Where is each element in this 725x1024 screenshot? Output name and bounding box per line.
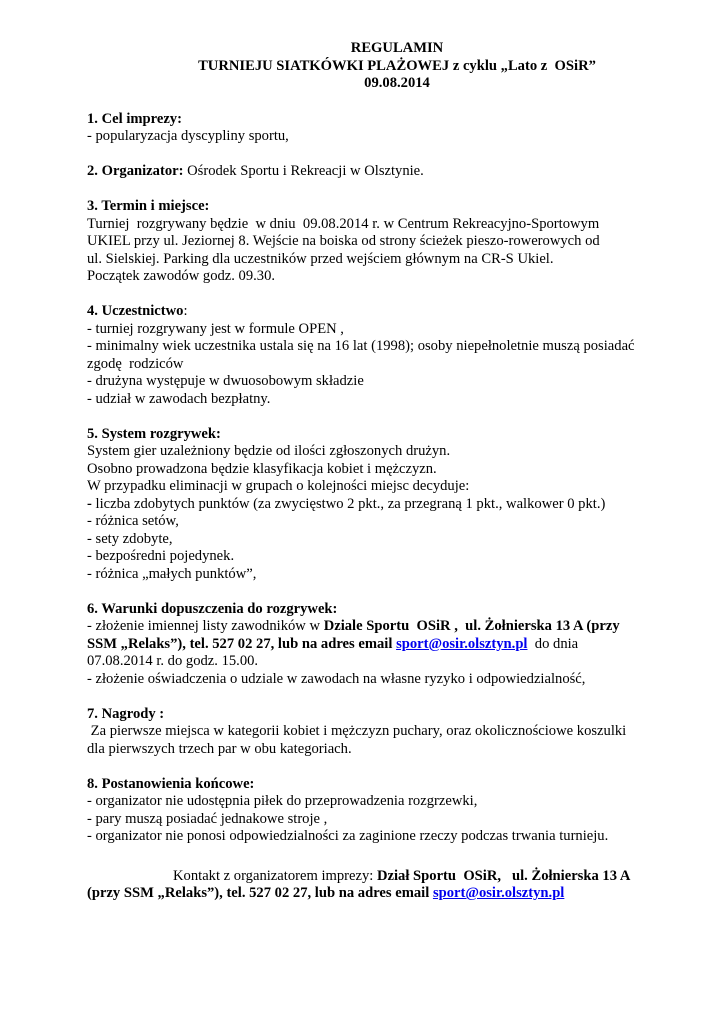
- text-line: - drużyna występuje w dwuosobowym składzie: [87, 373, 364, 389]
- text-line: - bezpośredni pojedynek.: [87, 548, 235, 564]
- section-uczestnictwo: [87, 303, 707, 408]
- section-title: 4. Uczestnictwo: [87, 303, 184, 319]
- section-warunki: [87, 601, 707, 689]
- text-bold: SSM „Relaks”), tel. 527 02 27, lub na adres email: [87, 635, 397, 652]
- text-line: - sety zdobyte,: [87, 530, 173, 547]
- text-line: - organizator nie ponosi odpowiedzialności za zaginione rzeczy podczas trwania turnieju.: [87, 828, 609, 844]
- section-cel-imprezy: [87, 111, 707, 146]
- text-line: [87, 885, 707, 903]
- text-bold: Dział Sportu OSiR, ul. Żołnierska 13 A: [376, 867, 631, 884]
- text-line: System gier uzależniony będzie od ilości zgłoszonych drużyn.: [87, 443, 451, 459]
- text-plain: do dnia: [527, 635, 579, 652]
- text-line: UKIEL przy ul. Jeziornej 8. Wejście na boiska od strony ścieżek pieszo-rowerowych od: [87, 233, 600, 249]
- text-line: [87, 618, 707, 636]
- contact-block: [87, 868, 707, 903]
- bullet-text: liczba zdobytych punktów (za zwycięstwo 2 pkt., za przegraną 1 pkt., walkower 0 pkt.): [91, 495, 606, 512]
- document-title: [87, 40, 707, 93]
- text-line: zgodę rodziców: [87, 355, 184, 372]
- text-plain: Kontakt z organizatorem imprezy:: [173, 867, 377, 884]
- document-page: [87, 40, 707, 903]
- text-line: - różnica setów,: [87, 513, 179, 529]
- text-line: - udział w zawodach bezpłatny.: [87, 390, 271, 407]
- text-line: - turniej rozgrywany jest w formule OPEN ,: [87, 320, 344, 337]
- section-title: 5. System rozgrywek:: [87, 425, 221, 442]
- text-line: dla pierwszych trzech par w obu kategoriach.: [87, 740, 352, 757]
- text-bold: (przy SSM „Relaks”), tel. 527 02 27, lub na adres email: [87, 885, 433, 901]
- text-line: Za pierwsze miejsca w kategorii kobiet i mężczyzn puchary, oraz okolicznościowe koszulki: [87, 723, 627, 739]
- bullet-dash: -: [87, 495, 92, 512]
- section-title: 2. Organizator:: [87, 163, 184, 179]
- text-line: Początek zawodów godz. 09.30.: [87, 268, 276, 284]
- title-line-1: REGULAMIN: [350, 40, 444, 56]
- section-postanowienia: [87, 776, 707, 846]
- title-line-3: 09.08.2014: [364, 75, 430, 91]
- text-line: - organizator nie udostępnia piłek do przeprowadzenia rozgrzewki,: [87, 793, 478, 809]
- section-system-rozgrywek: [87, 426, 707, 584]
- section-title: 8. Postanowienia końcowe:: [87, 775, 255, 792]
- text-line: - złożenie oświadczenia o udziale w zawodach na własne ryzyko i odpowiedzialność,: [87, 670, 586, 687]
- section-title: 7. Nagrody :: [87, 705, 165, 722]
- text-line: - minimalny wiek uczestnika ustala się na 16 lat (1998); osoby niepełnoletnie muszą posiadać: [87, 338, 635, 354]
- text-line: W przypadku eliminacji w grupach o kolejności miejsc decyduje:: [87, 478, 470, 494]
- text-line: [87, 496, 707, 514]
- text-line: - popularyzacja dyscypliny sportu,: [87, 128, 289, 144]
- text-line: Osobno prowadzona będzie klasyfikacja kobiet i mężczyzn.: [87, 460, 437, 477]
- text-line: [87, 636, 707, 654]
- text-line: [87, 868, 707, 886]
- text-bold: Dziale Sportu OSiR , ul. Żołnierska 13 A (przy: [323, 618, 620, 634]
- text-plain: - złożenie imiennej listy zawodników w: [87, 618, 324, 634]
- section-title: 6. Warunki dopuszczenia do rozgrywek:: [87, 600, 338, 617]
- section-organizator: [87, 163, 707, 181]
- text-line: [87, 163, 707, 181]
- section-nagrody: [87, 706, 707, 759]
- section-termin: [87, 198, 707, 286]
- text-line: - pary muszą posiadać jednakowe stroje ,: [87, 810, 328, 827]
- text-line: ul. Sielskiej. Parking dla uczestników przed wejściem głównym na CR-S Ukiel.: [87, 250, 554, 267]
- section-title-row: [87, 303, 707, 321]
- email-link[interactable]: sport@osir.olsztyn.pl: [396, 635, 528, 652]
- text-line: - różnica „małych punktów”,: [87, 565, 257, 582]
- section-title: 3. Termin i miejsce:: [87, 198, 210, 214]
- email-link[interactable]: sport@osir.olsztyn.pl: [432, 885, 565, 901]
- organizer-name: Ośrodek Sportu i Rekreacji w Olsztynie.: [183, 163, 424, 179]
- section-title: 1. Cel imprezy:: [87, 110, 182, 127]
- text-line: 07.08.2014 r. do godz. 15.00.: [87, 653, 259, 669]
- title-line-2: TURNIEJU SIATKÓWKI PLAŻOWEJ z cyklu „Lato z OSiR”: [198, 57, 596, 74]
- text-line: Turniej rozgrywany będzie w dniu 09.08.2014 r. w Centrum Rekreacyjno-Sportowym: [87, 215, 600, 232]
- title-suffix: :: [183, 303, 188, 319]
